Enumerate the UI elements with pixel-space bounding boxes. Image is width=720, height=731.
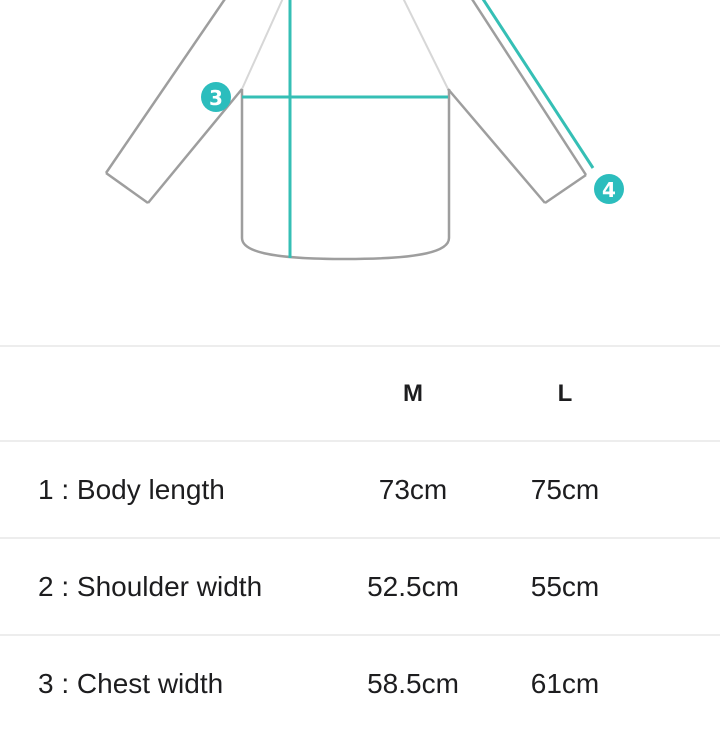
right-sleeve-outer-edge (470, 0, 586, 175)
row-label-chest-width: 3 : Chest width (38, 667, 224, 699)
marker-3-label: 3 (209, 86, 223, 110)
left-shoulder-seam-line (242, 0, 284, 89)
left-sleeve-cuff (106, 173, 148, 203)
garment-diagram (0, 0, 720, 345)
garment-diagram-svg (0, 0, 720, 345)
row-label-body-length: 1 : Body length (38, 473, 225, 505)
table-row (0, 537, 720, 634)
chest-width-l-value: 61cm (530, 667, 600, 699)
table-row (0, 440, 720, 537)
size-chart-table (0, 345, 720, 731)
column-header-m: M (403, 379, 423, 407)
size-table-header-row (0, 345, 720, 440)
marker-4-badge (594, 174, 624, 204)
table-row (0, 634, 720, 731)
row-label-shoulder-width: 2 : Shoulder width (38, 570, 263, 602)
right-shoulder-seam-line (402, 0, 448, 89)
sleeve-length-measure-line (481, 0, 593, 168)
body-length-l-value: 75cm (530, 473, 600, 505)
shoulder-width-l-value: 55cm (530, 570, 600, 602)
body-length-m-value: 73cm (378, 473, 448, 505)
body-outline (242, 89, 449, 259)
chest-width-m-value: 58.5cm (367, 667, 459, 699)
marker-4-label: 4 (602, 178, 616, 202)
right-sleeve-inner-edge (448, 89, 545, 203)
column-header-l: L (557, 379, 573, 407)
marker-3-badge (201, 82, 231, 112)
shoulder-width-m-value: 52.5cm (367, 570, 459, 602)
right-sleeve-cuff (545, 175, 586, 203)
